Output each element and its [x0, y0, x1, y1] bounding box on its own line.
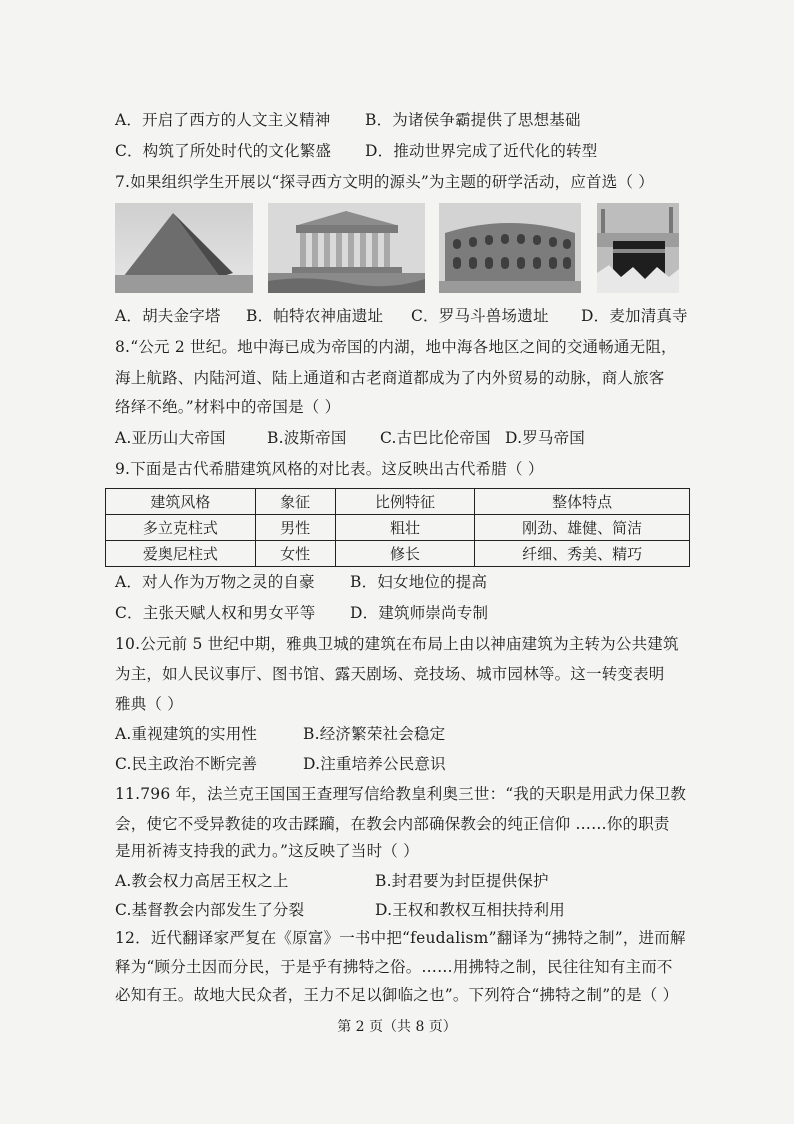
colosseum-photo	[439, 203, 581, 293]
kaaba-photo	[597, 203, 679, 293]
q9-option-a: A．对人作为万物之灵的自豪	[115, 573, 315, 591]
q12-line2: 释为“顾分土因而分民，于是乎有拂特之俗。……用拂特之制，民往往知有主而不	[115, 958, 673, 976]
q11-option-d: D.王权和教权互相扶持利用	[375, 901, 565, 919]
q11-option-a: A.教会权力高居王权之上	[115, 872, 289, 890]
table-cell: 爱奥尼柱式	[106, 541, 256, 567]
q8-option-b: B.波斯帝国	[267, 429, 347, 447]
q7-option-b: B．帕特农神庙遗址	[246, 307, 384, 325]
table-cell: 粗壮	[335, 515, 475, 541]
table-row	[106, 541, 690, 567]
q8-line2: 海上航路、内陆河道、陆上通道和古老商道都成为了内外贸易的动脉，商人旅客	[115, 369, 665, 387]
q11-option-c: C.基督教会内部发生了分裂	[115, 901, 305, 919]
q8-option-a: A.亚历山大帝国	[115, 429, 226, 447]
q9-option-b: B．妇女地位的提高	[350, 573, 488, 591]
table-cell: 刚劲、雄健、简洁	[475, 515, 690, 541]
q9-stem: 9.下面是古代希腊建筑风格的对比表。这反映出古代希腊（ ）	[115, 460, 544, 478]
q12-line3: 必知有王。故地大民众者，王力不足以御临之也”。下列符合“拂特之制”的是（ ）	[115, 986, 679, 1004]
q8-line1: 8.“公元 2 世纪。地中海已成为帝国的内湖，地中海各地区之间的交通畅通无阻，	[115, 338, 677, 356]
table-cell: 多立克柱式	[106, 515, 256, 541]
q7-stem: 7.如果组织学生开展以“探寻西方文明的源头”为主题的研学活动，应首选（ ）	[115, 173, 654, 191]
q6-option-a: A．开启了西方的人文主义精神	[115, 111, 331, 129]
q7-option-c: C．罗马斗兽场遗址	[411, 307, 549, 325]
parthenon-photo	[268, 203, 425, 293]
q6-option-c: C．构筑了所处时代的文化繁盛	[115, 142, 332, 160]
table-header-cell: 象征	[255, 489, 335, 515]
q8-line3: 络绎不绝。”材料中的帝国是（ ）	[115, 398, 341, 416]
table-row	[106, 515, 690, 541]
q10-line1: 10.公元前 5 世纪中期，雅典卫城的建筑在布局上由以神庙建筑为主转为公共建筑	[115, 635, 679, 653]
q7-option-d: D．麦加清真寺	[581, 307, 688, 325]
table-header-cell: 比例特征	[335, 489, 475, 515]
table-cell: 修长	[335, 541, 475, 567]
q10-option-a: A.重视建筑的实用性	[115, 725, 258, 743]
page-footer: 第 2 页（共 8 页）	[337, 1019, 457, 1035]
pyramid-photo	[115, 203, 253, 293]
q6-option-d: D．推动世界完成了近代化的转型	[365, 142, 598, 160]
table-cell: 纤细、秀美、精巧	[475, 541, 690, 567]
q11-line2: 会，使它不受异教徒的攻击蹂躏，在教会内部确保教会的纯正信仰 ……你的职责	[115, 815, 670, 833]
q9-option-d: D．建筑师崇尚专制	[350, 604, 489, 622]
q11-line3: 是用祈祷支持我的武力。”这反映了当时（ ）	[115, 842, 419, 860]
table-header-row	[106, 489, 690, 515]
q11-option-b: B.封君要为封臣提供保护	[375, 872, 549, 890]
table-cell: 女性	[255, 541, 335, 567]
q10-option-c: C.民主政治不断完善	[115, 755, 258, 773]
q12-line1: 12．近代翻译家严复在《原富》一书中把“feudalism”翻译为“拂特之制”，进而解	[115, 929, 686, 947]
q8-option-d: D.罗马帝国	[505, 429, 586, 447]
q10-option-b: B.经济繁荣社会稳定	[303, 725, 446, 743]
q10-line2: 为主，如人民议事厅、图书馆、露天剧场、竞技场、城市园林等。这一转变表明	[115, 665, 665, 683]
architecture-table	[105, 488, 690, 567]
q7-option-a: A．胡夫金字塔	[115, 307, 221, 325]
table-header-cell: 建筑风格	[106, 489, 256, 515]
table-cell: 男性	[255, 515, 335, 541]
q6-option-b: B．为诸侯争霸提供了思想基础	[365, 111, 581, 129]
q10-line3: 雅典（ ）	[115, 695, 183, 713]
q8-option-c: C.古巴比伦帝国	[380, 429, 491, 447]
q11-line1: 11.796 年，法兰克王国国王查理写信给教皇利奥三世：“我的天职是用武力保卫教	[115, 785, 687, 803]
q9-option-c: C．主张天赋人权和男女平等	[115, 604, 316, 622]
q10-option-d: D.注重培养公民意识	[303, 755, 446, 773]
table-header-cell: 整体特点	[475, 489, 690, 515]
